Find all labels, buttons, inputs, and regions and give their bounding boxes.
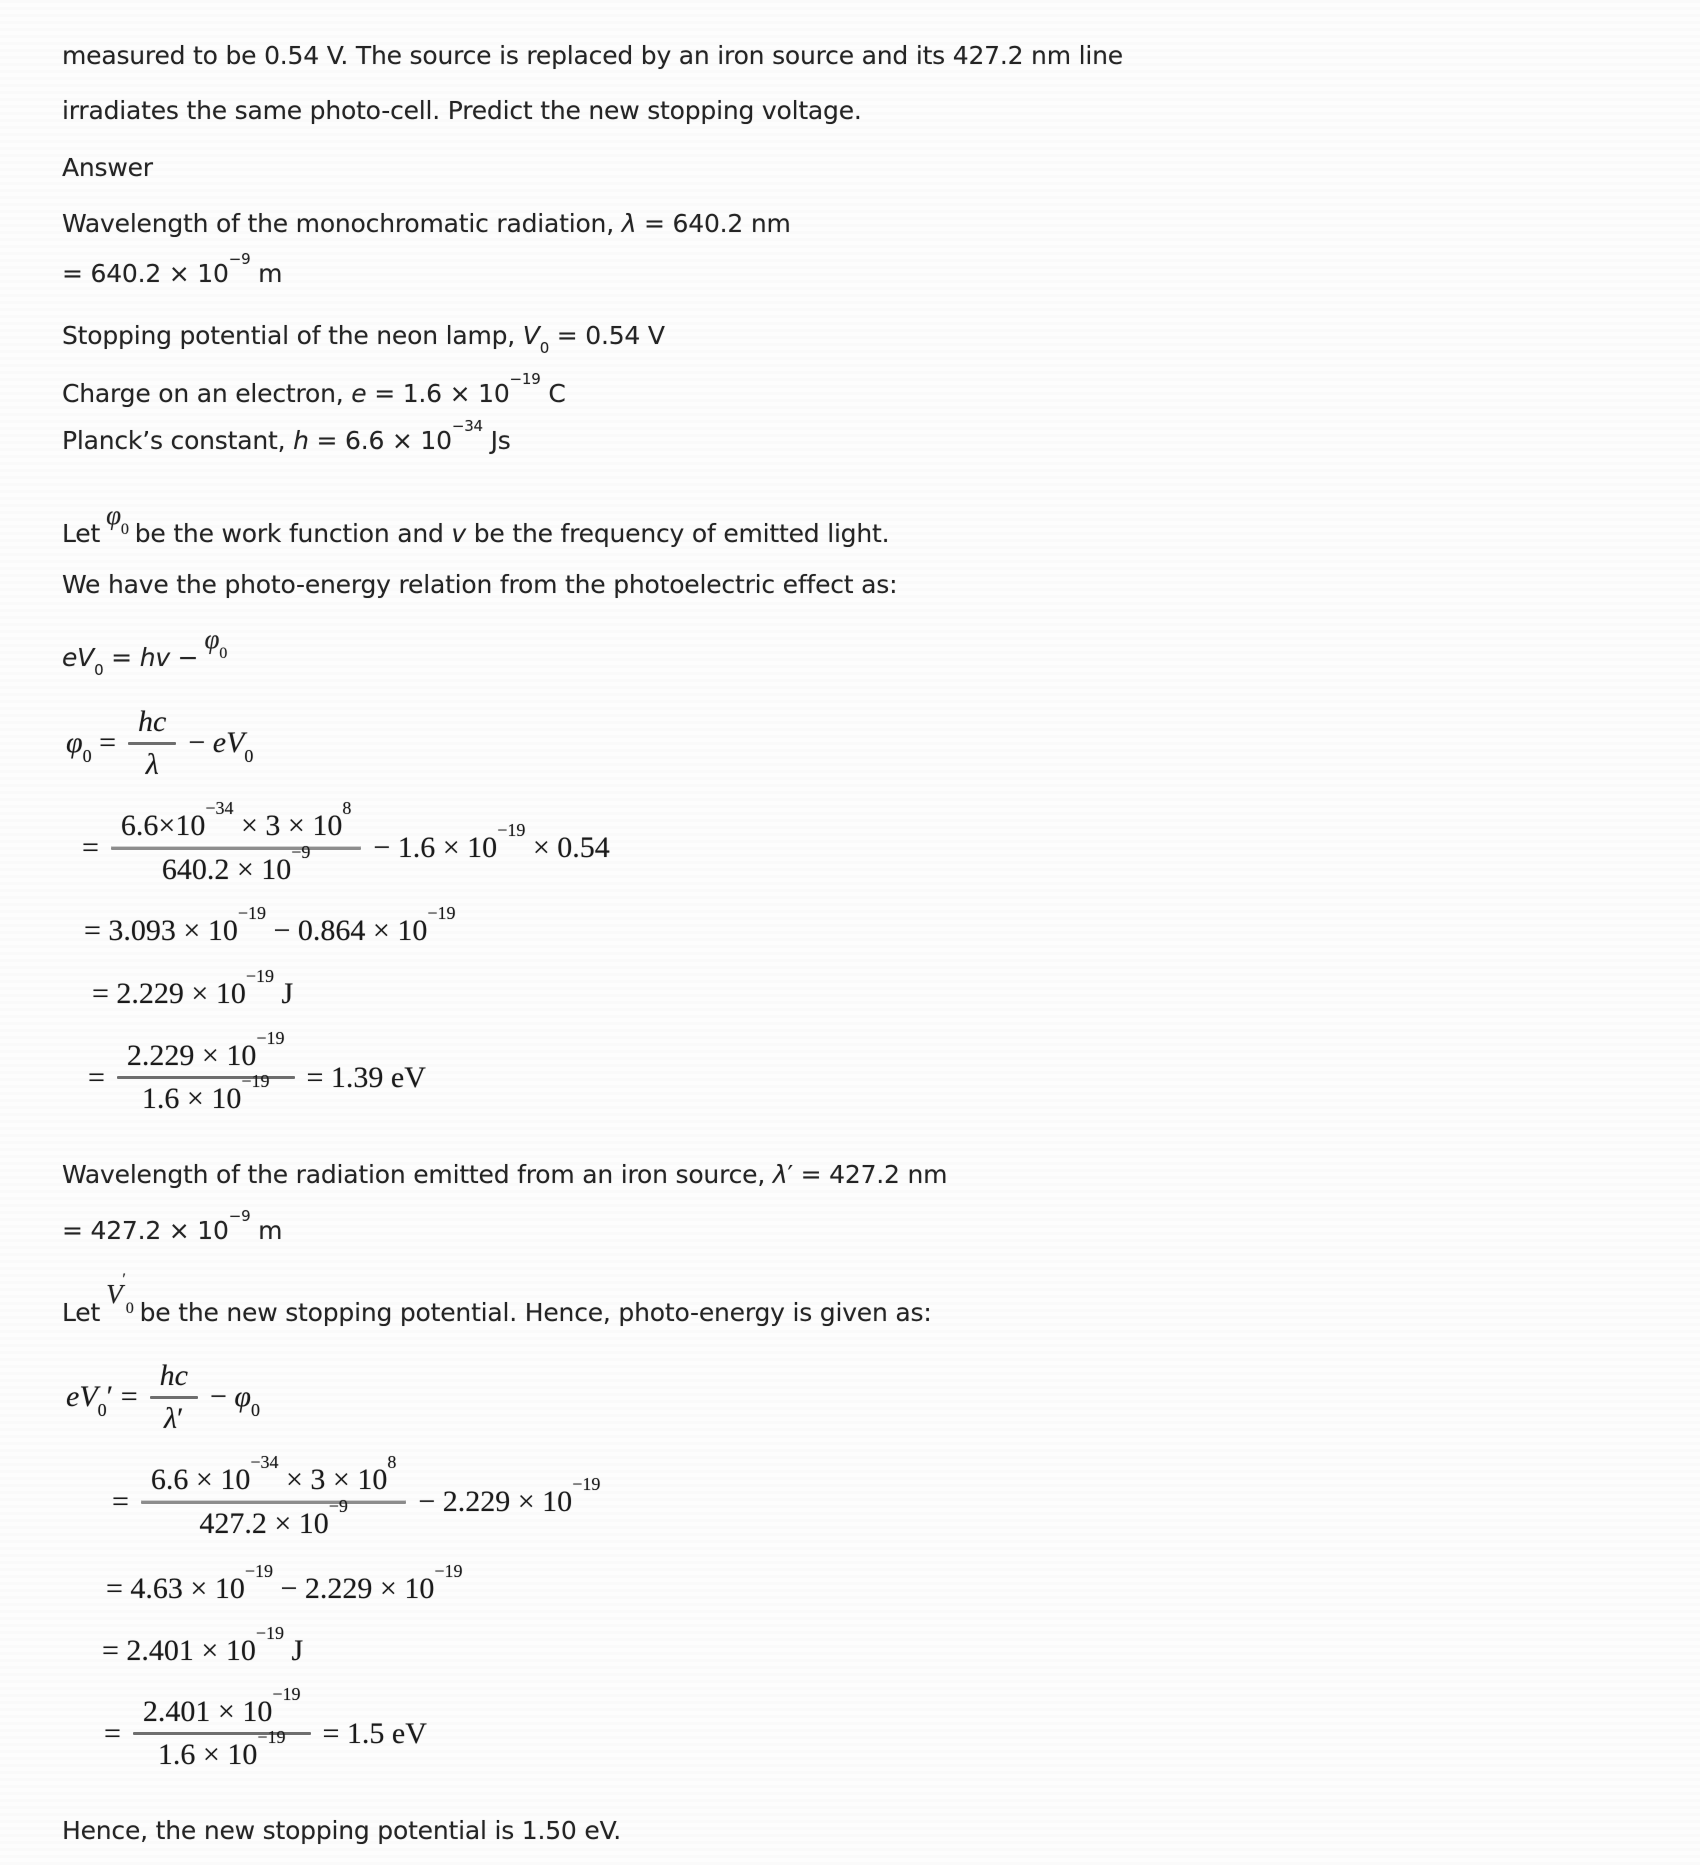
equation-ev0-text: $eV_0$ = hv − [62, 643, 199, 680]
fraction-numerator: $6.6\times 10^{-34} \times 3 \times 10^8$ [120, 798, 352, 842]
equation-text: = $4.63 \times 10^{-19} - 2.229 \times 10^{-19}$ [106, 1561, 463, 1605]
equation-rhs: − $1.6 \times 10^{-19} \times 0.54$ [373, 820, 610, 864]
new-stopping-potential-intro-line [62, 1270, 932, 1331]
equation-phi0-numeric [82, 798, 610, 890]
equation-subtraction-result-2 [106, 1561, 463, 1606]
fraction-numerator: hc [159, 1359, 188, 1392]
fraction [133, 1684, 311, 1775]
fraction-denominator: λ [145, 748, 159, 781]
fraction-denominator: $640.2 \times 10^{-9}$ [161, 842, 311, 886]
intro-text-pre: Let [62, 519, 101, 548]
electron-charge-line: Charge on an electron, $e = 1.6 \times 10^{-19}$ C [62, 370, 566, 408]
equation-joules-result [92, 966, 294, 1011]
equation-lhs: = [112, 1485, 129, 1518]
iron-source-wavelength-line: Wavelength of the radiation emitted from an iron source, λ′ = 427.2 nm [62, 1160, 948, 1189]
fraction [141, 1452, 406, 1544]
equation-ev0 [62, 624, 233, 680]
equation-rhs: − $eV_0$ [188, 725, 254, 767]
phi0-symbol: $\varphi_0$ [204, 624, 228, 662]
equation-ev0-prime [66, 1356, 260, 1439]
intro-text-pre: Let [62, 1298, 101, 1327]
equation-text: = $2.401 \times 10^{-19}$ J [102, 1623, 304, 1667]
stopping-potential-line: Stopping potential of the neon lamp, $V_0 = 0.54$ V [62, 321, 665, 358]
equation-phi0-definition [66, 702, 253, 785]
fraction [150, 1356, 198, 1439]
intro-text-post: be the work function and v be the frequency of emitted light. [134, 519, 890, 548]
equation-rhs: = 1.5 eV [322, 1716, 427, 1750]
fraction-denominator: $1.6 \times 10^{-19}$ [157, 1727, 286, 1771]
equation-joules-result-2 [102, 1623, 304, 1668]
equation-text: = $3.093 \times 10^{-19} - 0.864 \times 10^{-19}$ [84, 903, 456, 947]
equation-lhs: $\varphi_0$ = [66, 725, 117, 767]
phi0-symbol: $\varphi_0$ [106, 500, 129, 538]
v0-prime-symbol: $V'_0$ [106, 1270, 134, 1317]
photo-energy-relation-line: We have the photo-energy relation from the photoelectric effect as: [62, 570, 898, 599]
wavelength-meters-line: = $640.2 \times 10^{-9}$ m [62, 250, 283, 288]
answer-heading: Answer [62, 153, 153, 182]
intro-text-post: be the new stopping potential. Hence, photo-energy is given as: [139, 1298, 932, 1327]
conclusion-line: Hence, the new stopping potential is 1.50 eV. [62, 1816, 621, 1845]
equation-lhs: $eV_0'$ = [66, 1379, 138, 1421]
equation-text: = $2.229 \times 10^{-19}$ J [92, 966, 294, 1010]
equation-ev0-prime-numeric [112, 1452, 601, 1544]
iron-wavelength-meters-line: = $427.2 \times 10^{-9}$ m [62, 1207, 283, 1245]
fraction-numerator: $2.401 \times 10^{-19}$ [142, 1684, 301, 1728]
fraction-numerator: $2.229 \times 10^{-19}$ [126, 1028, 285, 1072]
fraction [117, 1028, 295, 1119]
equation-lhs: = [88, 1060, 105, 1094]
problem-line-2: irradiates the same photo-cell. Predict the new stopping voltage. [62, 96, 862, 125]
fraction-numerator: hc [138, 705, 167, 738]
equation-rhs: = 1.39 eV [306, 1060, 426, 1094]
equation-subtraction-result [84, 903, 456, 948]
equation-lhs: = [82, 831, 99, 864]
planck-constant-line: Planck’s constant, $h = 6.6 \times 10^{-34}$ Js [62, 417, 511, 455]
fraction-numerator: $6.6 \times 10^{-34} \times 3 \times 10^8$ [150, 1452, 397, 1496]
equation-ev-conversion-2 [104, 1684, 427, 1775]
fraction-denominator: $1.6 \times 10^{-19}$ [141, 1071, 270, 1115]
fraction [111, 798, 361, 890]
equation-rhs: − $\varphi_0$ [209, 1379, 260, 1421]
work-function-intro-line [62, 500, 890, 552]
equation-rhs: − $2.229 \times 10^{-19}$ [418, 1474, 601, 1518]
equation-ev-conversion [88, 1028, 426, 1119]
fraction-denominator: $427.2 \times 10^{-9}$ [199, 1496, 348, 1540]
fraction [128, 702, 176, 785]
problem-line-1: measured to be 0.54 V. The source is replaced by an iron source and its 427.2 nm line [62, 41, 1123, 70]
equation-lhs: = [104, 1716, 121, 1750]
wavelength-monochromatic-line: Wavelength of the monochromatic radiation, λ = 640.2 nm [62, 209, 791, 238]
fraction-denominator: λ′ [164, 1402, 184, 1435]
